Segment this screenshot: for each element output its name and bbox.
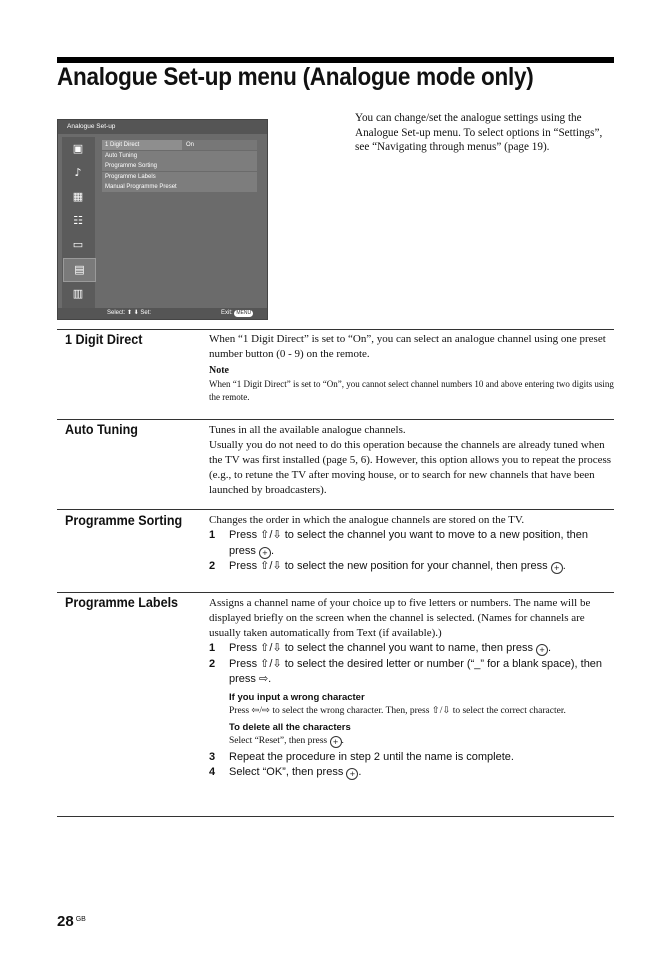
step-number: 3 — [209, 750, 216, 763]
menu-item-label: Auto Tuning — [105, 152, 138, 159]
enter-button-icon: + — [551, 562, 563, 574]
menu-header: Analogue Set-up — [58, 120, 267, 134]
enter-button-icon: + — [346, 768, 358, 780]
exit-hint — [221, 308, 253, 319]
page-region: GB — [75, 916, 86, 923]
step: 1 Press ⇧/⇩ to select the channel you want to name, then press + . — [209, 641, 616, 657]
menu-item-list — [102, 140, 257, 193]
delete-text: Select “Reset”, then press — [229, 735, 328, 746]
picture-icon: ▣ — [72, 142, 84, 155]
step-text: Press ⇧/⇩ to select the desired letter or number (“_” for a blank space), then press ⇨. — [229, 657, 603, 685]
menu-item-auto-tuning — [102, 151, 257, 161]
section-body-programme-sorting — [209, 513, 616, 575]
section-divider — [57, 329, 614, 330]
step — [209, 657, 616, 688]
subtext-delete-characters: Select “Reset”, then press + . — [229, 735, 344, 746]
menu-item-label: Programme Labels — [105, 173, 156, 180]
step: 1 Press ⇧/⇩ to select the channel you want to move to a new position, then press + . — [209, 529, 589, 557]
section-divider — [57, 816, 614, 817]
section-divider — [57, 419, 614, 420]
pc-icon: ▭ — [72, 238, 84, 251]
analogue-setup-menu-screenshot — [57, 119, 268, 320]
step-text: Press ⇧/⇩ to select the new position for your channel, then press — [229, 560, 548, 572]
analogue-tv-icon: ▤ — [63, 258, 96, 282]
section-body-programme-labels — [209, 596, 616, 781]
step: 4 Select “OK”, then press + . — [209, 765, 616, 781]
menu-item-manual-programme-preset — [102, 182, 257, 192]
step-text: Press ⇧/⇩ to select the channel you want to move to a new position, then press — [229, 529, 589, 557]
digital-tv-icon: ▥ — [72, 287, 84, 300]
setup-list-icon: ☷ — [73, 214, 83, 227]
step — [209, 750, 616, 766]
section-text: Usually you do not need to do this operation because the channels are already tuned when the TV was first installed (page 5, 6). However, this option allows you to repeat the process (e.g., to retune the TV after moving house, or to search for new channels that have been launched by broadcasters). — [209, 439, 612, 496]
subtext-wrong-character: Press ⇦/⇨ to select the wrong character. Then, press ⇧/⇩ to select the correct character. — [229, 705, 566, 716]
select-hint: Select: ⬆ ⬇ Set: — [107, 310, 152, 316]
menu-item-programme-labels — [102, 172, 257, 182]
step-text: Select “OK”, then press — [229, 766, 344, 778]
subheading-wrong-character: If you input a wrong character — [229, 691, 365, 703]
section-title-programme-sorting: Programme Sorting — [65, 513, 183, 528]
enter-button-icon: + — [330, 736, 342, 748]
section-text: Assigns a channel name of your choice up to five letters or numbers. The name will be displayed briefly on the screen when the channel is selected. (Names for channels are usually taken automatically from Text (if available).) — [209, 597, 591, 639]
section-body-1-digit-direct — [209, 332, 616, 404]
step-number: 4 — [209, 766, 216, 778]
step-text: Repeat the procedure in step 2 until the name is complete. — [229, 750, 514, 763]
section-text: Changes the order in which the analogue channels are stored on the TV. — [209, 514, 525, 526]
step-number: 2 — [209, 657, 216, 670]
section-body-auto-tuning — [209, 423, 616, 498]
step: 2 Press ⇧/⇩ to select the new position for your channel, then press + . — [209, 559, 616, 575]
menu-item-label: 1 Digit Direct — [105, 142, 140, 148]
menu-icon-column — [62, 137, 95, 309]
enter-button-icon: + — [536, 644, 548, 656]
menu-button-icon: MENU — [236, 310, 252, 316]
note-heading: Note — [209, 365, 229, 376]
step-number: 1 — [209, 642, 216, 654]
subheading-delete-characters: To delete all the characters — [229, 721, 351, 733]
page-title: Analogue Set-up menu (Analogue mode only) — [57, 63, 534, 91]
enter-button-icon: + — [259, 547, 271, 559]
step-number: 1 — [209, 529, 216, 541]
menu-item-value: On — [186, 142, 195, 148]
screen-icon: ▦ — [72, 190, 84, 203]
menu-footer — [58, 308, 267, 319]
exit-label: Exit: — [221, 310, 233, 316]
menu-item-1-digit-direct — [102, 140, 257, 150]
menu-item-label: Manual Programme Preset — [105, 184, 177, 190]
page-number-value: 28 — [57, 913, 74, 930]
menu-item-programme-sorting — [102, 161, 257, 171]
section-text: Tunes in all the available analogue channels. — [209, 424, 406, 436]
step-text: Press ⇧/⇩ to select the channel you want to name, then press — [229, 642, 533, 654]
menu-item-label: Programme Sorting — [105, 163, 158, 169]
music-note-icon: ♪ — [74, 166, 82, 179]
section-divider — [57, 592, 614, 593]
section-divider — [57, 509, 614, 510]
note-text: When “1 Digit Direct” is set to “On”, you cannot select channel numbers 10 and above entering two digits using the remote. — [209, 379, 614, 402]
section-title-programme-labels: Programme Labels — [65, 595, 179, 610]
step-number: 2 — [209, 560, 216, 572]
page-number — [57, 913, 86, 930]
section-title-1-digit-direct: 1 Digit Direct — [65, 332, 143, 347]
section-title-auto-tuning: Auto Tuning — [65, 422, 138, 437]
section-text: When “1 Digit Direct” is set to “On”, you can select an analogue channel using one preset number button (0 - 9) on the remote. — [209, 333, 606, 360]
intro-text: You can change/set the analogue settings using the Analogue Set-up menu. To select options in “Settings”, see “Navigating through menus” (page 19). — [355, 112, 603, 153]
